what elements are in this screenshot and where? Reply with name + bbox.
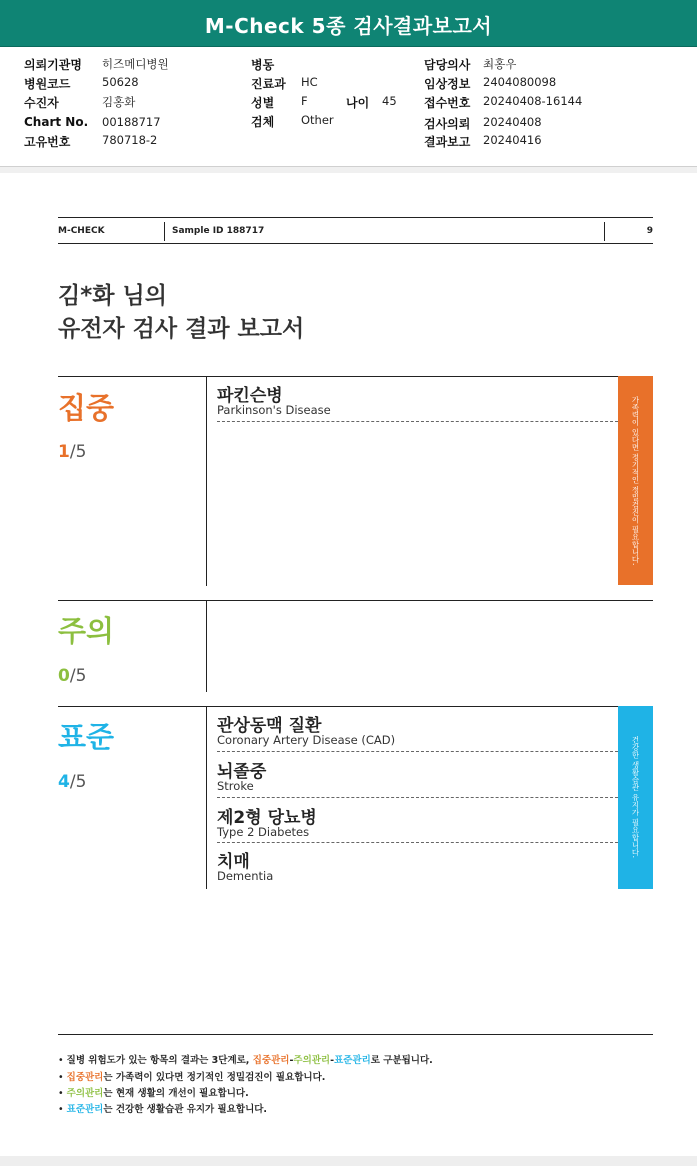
footnote-text: 는 건강한 생활습관 유지가 필요합니다. bbox=[103, 1104, 268, 1115]
page-number: 9 bbox=[646, 226, 653, 236]
bullet: • bbox=[58, 1055, 64, 1066]
standard-side-text: 건강한 생활습관 유지가 필요합니다. bbox=[631, 736, 640, 859]
section-vline bbox=[206, 376, 207, 586]
footnote-divider bbox=[58, 1034, 653, 1035]
recipient-label: 수진자 bbox=[24, 96, 59, 110]
patient-info bbox=[0, 47, 697, 167]
intensive-count-value: 1 bbox=[58, 442, 70, 462]
receipt-no-label: 접수번호 bbox=[424, 96, 471, 110]
request-date-label: 검사의뢰 bbox=[424, 117, 471, 131]
caution-count-total: /5 bbox=[69, 666, 87, 686]
footnote bbox=[58, 1101, 267, 1115]
department-label: 진료과 bbox=[251, 77, 286, 91]
footnote bbox=[58, 1052, 433, 1066]
disease-english-name: Stroke bbox=[217, 779, 254, 793]
sex-label: 성별 bbox=[251, 96, 275, 110]
sample-id: Sample ID 188717 bbox=[172, 226, 265, 236]
report-heading-name: 김*화 님의 bbox=[58, 283, 167, 309]
page-bottom-bar bbox=[0, 1156, 697, 1166]
standard-count-value: 4 bbox=[58, 772, 70, 792]
age-value: 45 bbox=[382, 94, 397, 108]
disease-name: 관상동맥 질환 bbox=[217, 716, 322, 736]
clinical-info-value: 2404080098 bbox=[483, 75, 557, 89]
report-page-header bbox=[58, 217, 653, 244]
disease-english-name: Coronary Artery Disease (CAD) bbox=[217, 733, 396, 747]
disease-name: 제2형 당뇨병 bbox=[217, 808, 317, 828]
caution-term: 주의관리 bbox=[66, 1088, 104, 1099]
disease-english-name: Type 2 Diabetes bbox=[217, 825, 310, 839]
bullet: • bbox=[58, 1072, 64, 1083]
page-divider bbox=[0, 167, 697, 173]
ward-label: 병동 bbox=[251, 58, 275, 72]
doctor-value: 최홍우 bbox=[483, 57, 517, 71]
institution-label: 의뢰기관명 bbox=[24, 58, 82, 72]
disease-english-name: Dementia bbox=[217, 869, 274, 883]
report-date-value: 20240416 bbox=[483, 133, 542, 147]
intensive-label: 집중 bbox=[58, 391, 115, 425]
footnote bbox=[58, 1085, 249, 1099]
caution-count-value: 0 bbox=[58, 666, 70, 686]
disease-name: 뇌졸중 bbox=[217, 762, 267, 782]
standard-count bbox=[58, 772, 86, 792]
specimen-value: Other bbox=[301, 113, 334, 127]
sex-value: F bbox=[301, 94, 308, 108]
brand-label: M-CHECK bbox=[58, 226, 105, 236]
intensive-term: 집중관리 bbox=[252, 1055, 290, 1066]
standard-label: 표준 bbox=[58, 720, 115, 754]
footnote-text: 는 가족력이 있다면 정기적인 정밀검진이 필요합니다. bbox=[103, 1072, 326, 1083]
section-divider bbox=[58, 706, 653, 707]
department-value: HC bbox=[301, 75, 318, 89]
specimen-label: 검체 bbox=[251, 115, 275, 129]
disease-english-name: Parkinson's Disease bbox=[217, 403, 331, 417]
dashed-separator bbox=[217, 797, 618, 798]
disease-name: 치매 bbox=[217, 852, 250, 872]
unique-no-label: 고유번호 bbox=[24, 135, 71, 149]
intensive-count bbox=[58, 442, 86, 462]
request-date-value: 20240408 bbox=[483, 115, 542, 129]
receipt-no-value: 20240408-16144 bbox=[483, 94, 583, 108]
caution-label: 주의 bbox=[58, 614, 115, 648]
header-divider bbox=[164, 222, 165, 241]
age-label: 나이 bbox=[346, 96, 370, 110]
bullet: • bbox=[58, 1104, 64, 1115]
report-date-label: 결과보고 bbox=[424, 135, 471, 149]
caution-count bbox=[58, 666, 86, 686]
clinical-info-label: 임상정보 bbox=[424, 77, 471, 91]
standard-side-tab bbox=[618, 706, 653, 889]
report-heading: 유전자 검사 결과 보고서 bbox=[58, 316, 305, 342]
hospital-code-label: 병원코드 bbox=[24, 77, 71, 91]
footnote-text: 는 현재 생활의 개선이 필요합니다. bbox=[103, 1088, 249, 1099]
institution-value: 히즈메디병원 bbox=[102, 57, 169, 71]
section-vline bbox=[206, 706, 207, 889]
footnote-text: - bbox=[289, 1055, 294, 1066]
section-vline bbox=[206, 600, 207, 692]
chart-no-label: Chart No. bbox=[24, 115, 89, 129]
doctor-label: 담당의사 bbox=[424, 58, 471, 72]
header-divider bbox=[604, 222, 605, 241]
intensive-term: 집중관리 bbox=[66, 1072, 104, 1083]
dashed-separator bbox=[217, 842, 618, 843]
standard-term: 표준관리 bbox=[66, 1104, 104, 1115]
dashed-separator bbox=[217, 421, 618, 422]
hospital-code-value: 50628 bbox=[102, 75, 139, 89]
report-title-bar bbox=[0, 0, 697, 47]
footnote-text: - bbox=[330, 1055, 335, 1066]
footnote-text: 질병 위험도가 있는 항목의 결과는 3단계로, bbox=[66, 1055, 253, 1066]
section-divider bbox=[58, 600, 653, 601]
footnote-text: 로 구분됩니다. bbox=[370, 1055, 433, 1066]
intensive-count-total: /5 bbox=[69, 442, 87, 462]
chart-no-value: 00188717 bbox=[102, 115, 161, 129]
disease-name: 파킨슨병 bbox=[217, 386, 283, 406]
bullet: • bbox=[58, 1088, 64, 1099]
section-divider bbox=[58, 376, 653, 377]
unique-no-value: 780718-2 bbox=[102, 133, 158, 147]
standard-term: 표준관리 bbox=[334, 1055, 371, 1066]
intensive-side-text: 가족력이 있다면 정기적인 정밀검진이 필요합니다. bbox=[631, 395, 640, 566]
dashed-separator bbox=[217, 751, 618, 752]
caution-term: 주의관리 bbox=[293, 1055, 331, 1066]
footnote bbox=[58, 1069, 325, 1083]
recipient-value: 김홍화 bbox=[102, 95, 136, 109]
report-title: M-Check 5종 검사결과보고서 bbox=[204, 14, 493, 38]
intensive-side-tab bbox=[618, 376, 653, 585]
standard-count-total: /5 bbox=[69, 772, 87, 792]
